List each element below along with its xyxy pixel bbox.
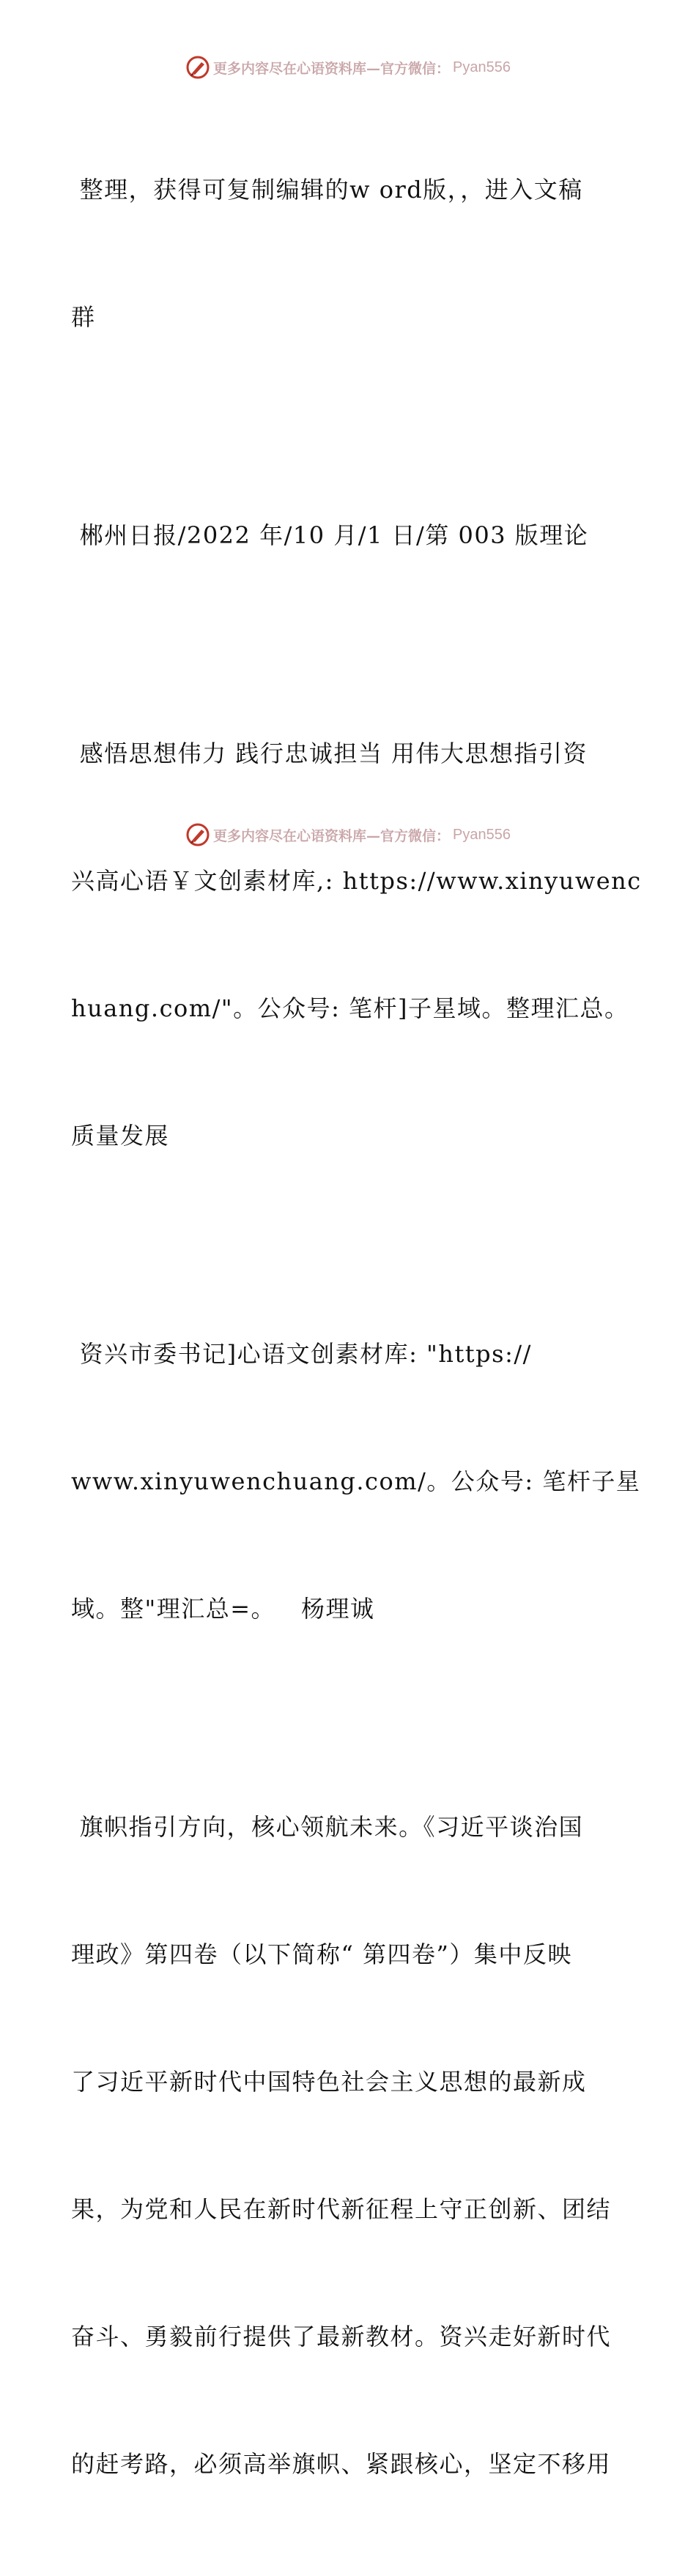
text-line: 整理，获得可复制编辑的w ord版，，进入文稿 <box>71 176 583 204</box>
paragraph <box>71 83 628 423</box>
text-line: 奋斗、勇毅前行提供了最新教材。资兴走好新时代 <box>71 2323 612 2350</box>
watermark-banner-bottom <box>0 820 696 849</box>
text-line: 的赶考路，必须高举旗帜、紧跟核心，坚定不移用 <box>71 2450 612 2478</box>
text-line: 群 <box>71 303 96 331</box>
pen-logo-icon <box>185 55 210 80</box>
watermark-text: 更多内容尽在心语资料库—官方微信： <box>213 827 451 844</box>
pen-logo-icon <box>185 822 210 847</box>
document-body <box>71 83 642 2576</box>
watermark-banner-top <box>0 53 696 82</box>
text-line: 了习近平新时代中国特色社会主义思想的最新成 <box>71 2068 587 2096</box>
text-line: 质量发展 <box>71 1122 170 1150</box>
watermark-text: 更多内容尽在心语资料库—官方微信： <box>213 60 451 77</box>
text-line: www.xinyuwenchuang.com/。公众号: 笔杆子星 <box>71 1467 641 1495</box>
paragraph <box>71 647 642 1242</box>
text-line: huang.com/"。公众号: 笔杆]子星域。整理汇总。 <box>71 994 629 1022</box>
watermark-wechat-id: Pyan556 <box>453 59 511 75</box>
paragraph <box>71 1721 628 2570</box>
text-line: 理政》第四卷（以下简称“ 第四卷”）集中反映 <box>71 1940 572 1968</box>
text-line: 资兴市委书记]心语文创素材库: "https:// <box>71 1340 532 1368</box>
text-line: 果，为党和人民在新时代新征程上守正创新、团结 <box>71 2195 612 2223</box>
text-line: 域。整"理汇总=。 杨理诚 <box>71 1595 375 1623</box>
text-line: 感悟思想伟力 践行忠诚担当 用伟大思想指引资 <box>71 740 588 767</box>
paragraph <box>71 1248 641 1715</box>
text-line: 兴高心语￥文创素材库,: https://www.xinyuwenc <box>71 867 642 895</box>
text-line: 郴州日报/2022 年/10 月/1 日/第 003 版理论 <box>71 521 589 549</box>
text-line: 旗帜指引方向，核心领航未来。《习近平谈治国 <box>71 1813 584 1841</box>
watermark-wechat-id: Pyan556 <box>453 826 511 843</box>
paragraph <box>71 429 628 641</box>
